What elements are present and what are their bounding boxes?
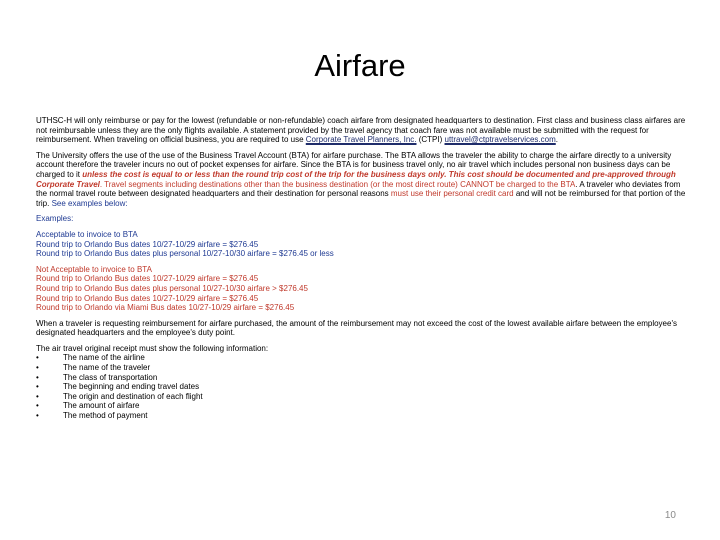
receipt-requirements <box>36 344 686 421</box>
bullet-icon: • <box>36 401 39 411</box>
examples-label: Examples: <box>36 214 74 224</box>
bullet-icon: • <box>36 411 39 421</box>
page-number: 10 <box>664 510 676 521</box>
not-acceptable-line: Round trip to Orlando Bus dates 10/27-10/29 airfare = $276.45 <box>36 274 259 284</box>
slide-content <box>36 116 686 427</box>
list-item <box>36 411 686 421</box>
list-item <box>36 392 686 402</box>
receipt-item: The name of the traveler <box>63 363 151 373</box>
see-examples-text: See examples below: <box>51 198 128 208</box>
receipt-intro: The air travel original receipt must show the following information: <box>36 343 269 353</box>
reimbursement-limit-paragraph: When a traveler is requesting reimbursement for airfare purchased, the amount of the reimbursement may not exceed the cost of the lowest available airfare between the employee's designated headquarters and the employee's duty point. <box>36 318 677 338</box>
list-item <box>36 363 686 373</box>
acceptable-examples <box>36 230 686 259</box>
bullet-icon: • <box>36 382 39 392</box>
receipt-item: The name of the airline <box>63 353 145 363</box>
bta-text-1: The University offers the use of the use of the Business Travel Account (BTA) for airfare purchase. The BTA allows the traveler the ability to charge the airfare directly to a university account therefore the traveler incurs no out of pocket expenses for airfare. Since the BTA is for business travel only, no air travel which includes personal non business days can be charged to it <box>36 150 672 179</box>
list-item <box>36 353 686 363</box>
bta-segments-text: . Travel segments including destinations other than the business destination (or the most direct route) CANNOT be charged to the BTA <box>99 179 576 189</box>
bta-condition-text: unless the cost is equal to or less than the round trip cost of the trip for the business days only. This cost should be documented and pre-approved through Corporate Travel <box>36 169 676 189</box>
policy-text-3: . <box>555 135 558 145</box>
policy-text-1: UTHSC-H will only reimburse or pay for the lowest (refundable or non-refundable) coach airfare from designated headquarters to destination. First class and business class airfares are not reimbursable unless they are the only flights available. A statement provided by the travel agency that coach fare was not available must be submitted with the request for reimbursement. When traveling on official business, you are required to use <box>36 116 686 145</box>
list-item <box>36 373 686 383</box>
receipt-item: The beginning and ending travel dates <box>63 382 200 392</box>
bta-text-3: and will not be reimbursed for that portion of the trip. <box>36 189 686 208</box>
receipt-item: The class of transportation <box>63 372 158 382</box>
airfare-policy-paragraph <box>36 116 686 145</box>
bullet-icon: • <box>36 353 39 363</box>
not-acceptable-line: Round trip to Orlando via Miami Bus dates 10/27-10/29 airfare = $276.45 <box>36 303 295 313</box>
ctpi-email-link[interactable]: uttravel@ctptravelservices.com <box>444 135 556 145</box>
policy-text-2: (CTPI) <box>416 135 445 145</box>
list-item <box>36 401 686 411</box>
bta-personal-card-text: must use their personal credit card <box>390 189 514 199</box>
receipt-item: The amount of airfare <box>63 401 140 411</box>
receipt-item: The origin and destination of each flight <box>63 391 203 401</box>
bta-paragraph <box>36 151 686 209</box>
not-acceptable-line: Not Acceptable to invoice to BTA <box>36 264 152 274</box>
ctpi-link[interactable]: Corporate Travel Planners, Inc. <box>305 135 417 145</box>
receipt-item: The method of payment <box>63 411 148 421</box>
acceptable-line: Round trip to Orlando Bus dates 10/27-10/29 airfare = $276.45 <box>36 239 259 249</box>
bta-text-2: . A traveler who deviates from the normal travel route between designated headquarters and their destination for personal reasons <box>36 179 681 199</box>
not-acceptable-examples <box>36 265 686 313</box>
bullet-icon: • <box>36 372 39 382</box>
slide-title: Airfare <box>314 48 406 83</box>
not-acceptable-line: Round trip to Orlando Bus dates 10/27-10/29 airfare = $276.45 <box>36 293 259 303</box>
not-acceptable-line: Round trip to Orlando Bus dates plus personal 10/27-10/30 airfare > $276.45 <box>36 283 308 293</box>
acceptable-line: Round trip to Orlando Bus dates plus personal 10/27-10/30 airfare = $276.45 or less <box>36 249 334 259</box>
list-item <box>36 382 686 392</box>
acceptable-line: Acceptable to invoice to BTA <box>36 229 138 239</box>
bullet-icon: • <box>36 363 39 373</box>
bullet-icon: • <box>36 391 39 401</box>
